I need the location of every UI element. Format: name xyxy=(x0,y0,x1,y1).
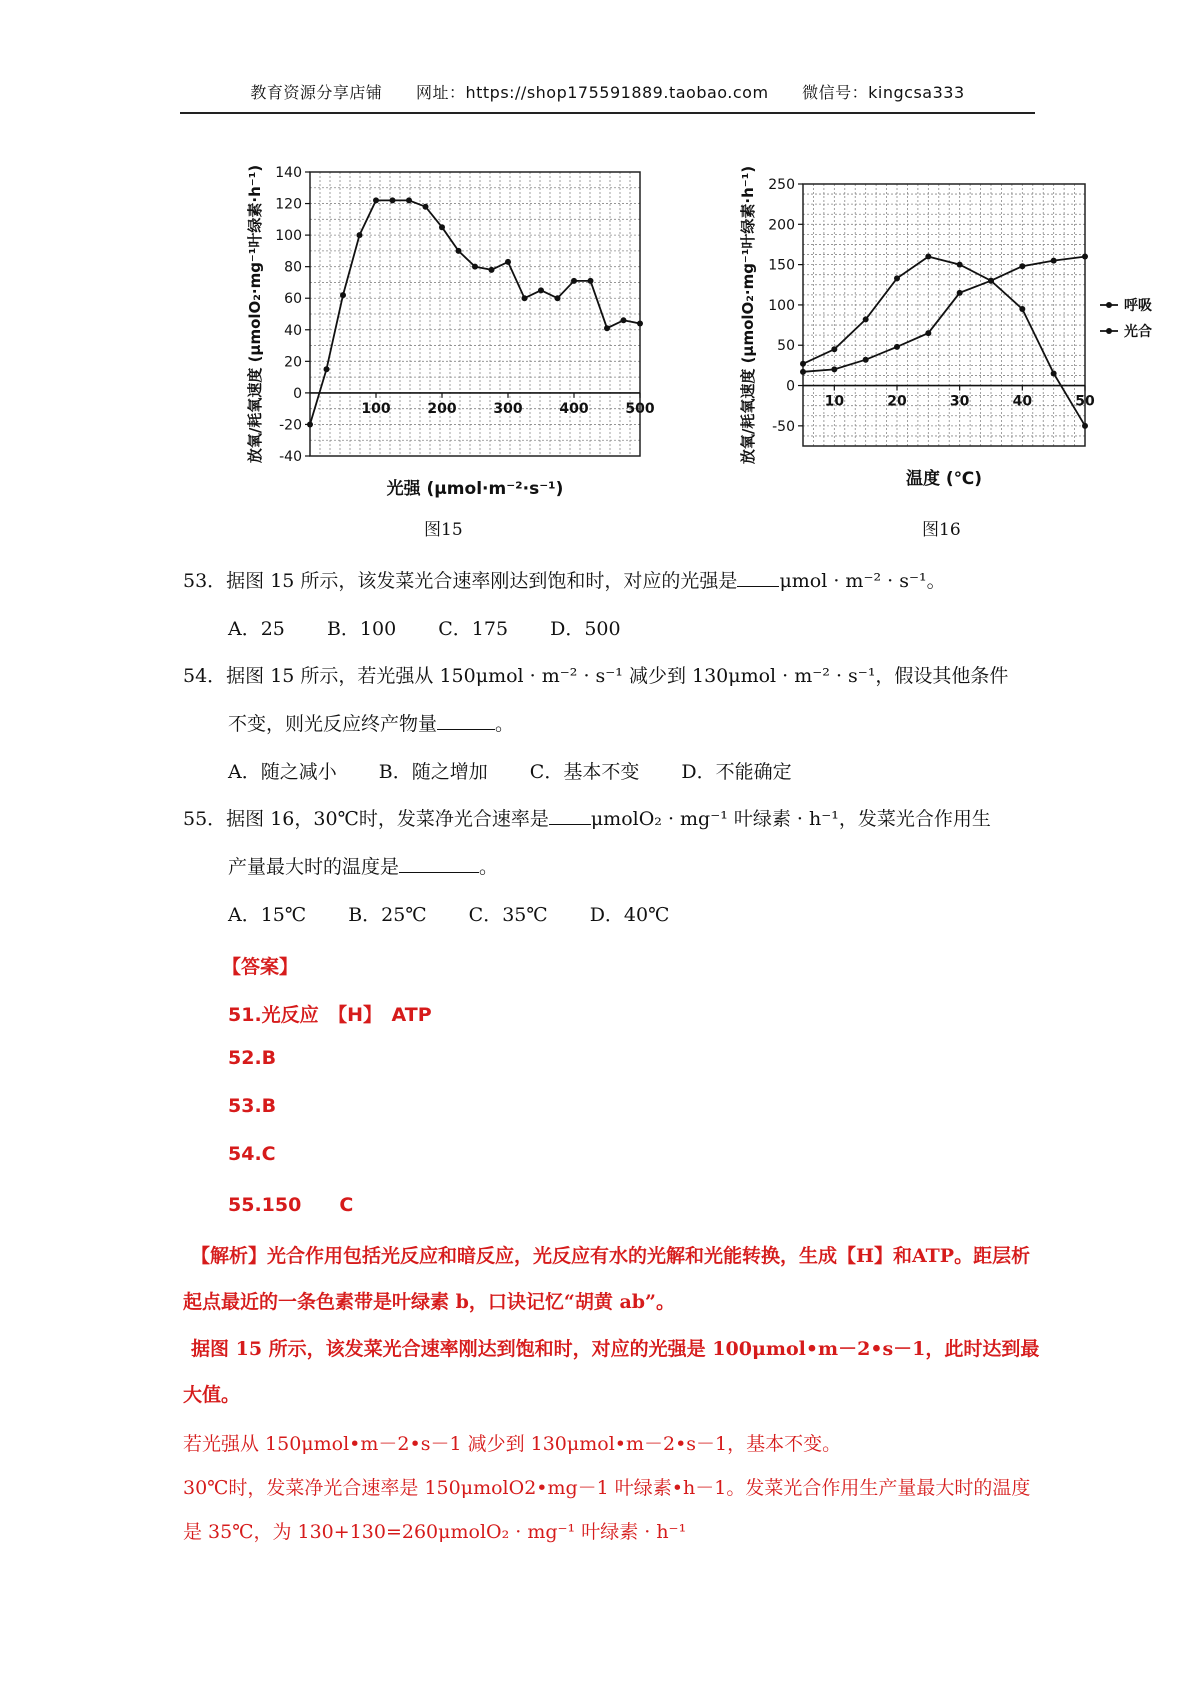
data-point xyxy=(324,366,330,372)
data-point xyxy=(357,232,363,238)
data-point xyxy=(505,259,511,265)
x-tick-label: 300 xyxy=(493,400,523,417)
y-tick-label: 80 xyxy=(284,259,302,276)
x-axis-label: 温度 (℃) xyxy=(905,469,983,489)
answer-heading: 【答案】 xyxy=(222,956,299,978)
explanation-paragraph-1: 【解析】光合作用包括光反应和暗反应，光反应有水的光解和光能转换，生成【H】和ATP。距层析起点最近的一条色素带是叶绿素 b，口诀记忆“胡黄 ab”。 xyxy=(183,1245,1031,1313)
y-tick-label: 40 xyxy=(284,322,302,339)
x-tick-label: 30 xyxy=(949,393,970,410)
y-tick-label: 100 xyxy=(768,297,795,314)
data-point xyxy=(555,295,561,301)
data-point xyxy=(340,292,346,298)
data-point xyxy=(831,366,837,372)
x-tick-label: 500 xyxy=(625,400,655,417)
data-point xyxy=(1082,423,1088,429)
data-point xyxy=(538,287,544,293)
data-point xyxy=(637,320,643,326)
x-tick-label: 20 xyxy=(887,393,907,410)
x-tick-label: 50 xyxy=(1075,393,1095,410)
series-line xyxy=(803,257,1085,372)
y-tick-label: -20 xyxy=(279,417,302,434)
option-c: C．基本不变 xyxy=(529,761,640,783)
data-point xyxy=(925,254,931,260)
x-tick-label: 40 xyxy=(1012,393,1033,410)
data-point xyxy=(1051,258,1057,264)
question-54-line1: 54．据图 15 所示，若光强从 150μmol · m⁻² · s⁻¹ 减少到 130μmol · m⁻² · s⁻¹，假设其他条件 xyxy=(183,665,1009,687)
data-point xyxy=(588,278,594,284)
legend-marker xyxy=(1106,302,1112,308)
x-axis-label: 光强 (μmol·m⁻²·s⁻¹) xyxy=(386,479,564,499)
data-point xyxy=(863,357,869,363)
series-line xyxy=(803,257,1085,426)
explanation-paragraph-4: 30℃时，发菜净光合速率是 150μmolO2•mg－1 叶绿素•h－1。发菜光合作用生产量最大时的温度是 35℃，为 130+130=260μmolO₂ · mg⁻¹ 叶绿素 · h⁻¹ xyxy=(183,1477,1031,1543)
y-tick-label: 50 xyxy=(777,338,795,355)
data-point xyxy=(621,317,627,323)
data-point xyxy=(1051,370,1057,376)
data-point xyxy=(522,295,528,301)
figures-canvas xyxy=(0,0,1200,520)
data-point xyxy=(863,316,869,322)
option-d: D．500 xyxy=(550,618,621,640)
data-point xyxy=(423,204,429,210)
answer-blank xyxy=(437,713,495,730)
answer-blank xyxy=(399,856,479,873)
y-tick-label: -40 xyxy=(279,449,302,465)
data-point xyxy=(472,264,478,270)
figure-15-chart xyxy=(246,165,643,463)
y-tick-label: 200 xyxy=(768,217,795,234)
data-point xyxy=(800,361,806,367)
option-b: B．随之增加 xyxy=(378,761,488,783)
data-point xyxy=(1082,254,1088,260)
x-tick-label: 10 xyxy=(824,393,845,410)
data-point xyxy=(604,325,610,331)
legend-label: 呼吸 xyxy=(1124,298,1152,314)
figure-16-caption: 图16 xyxy=(922,520,961,540)
answer-52: 52.B xyxy=(228,1047,277,1069)
data-point xyxy=(406,197,412,203)
y-tick-label: 120 xyxy=(275,196,302,213)
question-54-line2: 不变，则光反应终产物量 。 xyxy=(228,713,515,735)
data-point xyxy=(957,262,963,268)
y-tick-label: 20 xyxy=(284,354,302,371)
data-point xyxy=(1019,263,1025,269)
data-point xyxy=(571,278,577,284)
answer-55: 55.150 C xyxy=(228,1194,354,1216)
wechat-id: 微信号：kingcsa333 xyxy=(802,83,965,102)
question-55-line1: 55．据图 16，30℃时，发菜净光合速率是 μmolO₂ · mg⁻¹ 叶绿素 · h⁻¹，发菜光合作用生 xyxy=(183,808,991,830)
question-54-options xyxy=(228,758,1078,786)
legend-marker xyxy=(1106,328,1112,334)
answer-blank xyxy=(549,808,591,825)
explanation-paragraph-3: 若光强从 150μmol•m－2•s－1 减少到 130μmol•m－2•s－1，基本不变。 xyxy=(183,1433,842,1455)
data-point xyxy=(894,344,900,350)
option-a: A．25 xyxy=(228,618,285,640)
data-point xyxy=(800,369,806,375)
shop-url: 网址：https://shop175591889.taobao.com xyxy=(415,83,769,102)
question-55-line2: 产量最大时的温度是 。 xyxy=(228,856,499,878)
y-tick-label: 100 xyxy=(275,228,302,245)
question-53: 53．据图 15 所示，该发菜光合速率刚达到饱和时，对应的光强是 μmol · m⁻² · s⁻¹。 xyxy=(183,570,946,592)
data-point xyxy=(489,267,495,273)
data-point xyxy=(307,421,313,427)
y-tick-label: 0 xyxy=(786,378,795,395)
figure-15-caption: 图15 xyxy=(424,520,463,540)
option-a: A．15℃ xyxy=(228,904,307,926)
option-c: C．175 xyxy=(438,618,509,640)
y-tick-label: 0 xyxy=(293,385,302,402)
y-tick-label: 250 xyxy=(768,177,795,193)
question-55-options xyxy=(228,901,1078,929)
x-tick-label: 400 xyxy=(559,400,589,417)
option-b: B．25℃ xyxy=(348,904,427,926)
data-point xyxy=(925,330,931,336)
answer-54: 54.C xyxy=(228,1143,276,1165)
data-point xyxy=(831,346,837,352)
shop-name: 教育资源分享店铺 xyxy=(250,83,383,102)
y-tick-label: -50 xyxy=(772,418,795,435)
data-point xyxy=(373,197,379,203)
answer-51: 51.光反应 【H】 ATP xyxy=(228,1004,432,1026)
x-tick-label: 100 xyxy=(361,400,391,417)
option-d: D．不能确定 xyxy=(681,761,792,783)
answer-53: 53.B xyxy=(228,1095,277,1117)
y-tick-label: 140 xyxy=(275,165,302,181)
option-c: C．35℃ xyxy=(468,904,548,926)
option-d: D．40℃ xyxy=(589,904,670,926)
data-point xyxy=(988,278,994,284)
data-point xyxy=(1019,306,1025,312)
y-tick-label: 150 xyxy=(768,257,795,274)
data-point xyxy=(957,290,963,296)
option-b: B．100 xyxy=(326,618,397,640)
data-point xyxy=(456,248,462,254)
x-tick-label: 200 xyxy=(427,400,457,417)
data-point xyxy=(894,275,900,281)
option-a: A．随之减小 xyxy=(228,761,337,783)
explanation-paragraph-2: 据图 15 所示，该发菜光合速率刚达到饱和时，对应的光强是 100μmol•m－2•s－1，此时达到最大值。 xyxy=(183,1338,1040,1406)
answer-blank xyxy=(737,570,779,587)
question-53-options xyxy=(228,615,1078,643)
y-axis-label: 放氧/耗氧速度 (μmolO₂·mg⁻¹叶绿素·h⁻¹) xyxy=(246,164,264,464)
legend-label: 光合 xyxy=(1124,324,1152,340)
data-point xyxy=(439,224,445,230)
y-axis-label: 放氧/耗氧速度 (μmolO₂·mg⁻¹叶绿素·h⁻¹) xyxy=(739,165,757,465)
data-point xyxy=(390,197,396,203)
y-tick-label: 60 xyxy=(284,291,302,308)
